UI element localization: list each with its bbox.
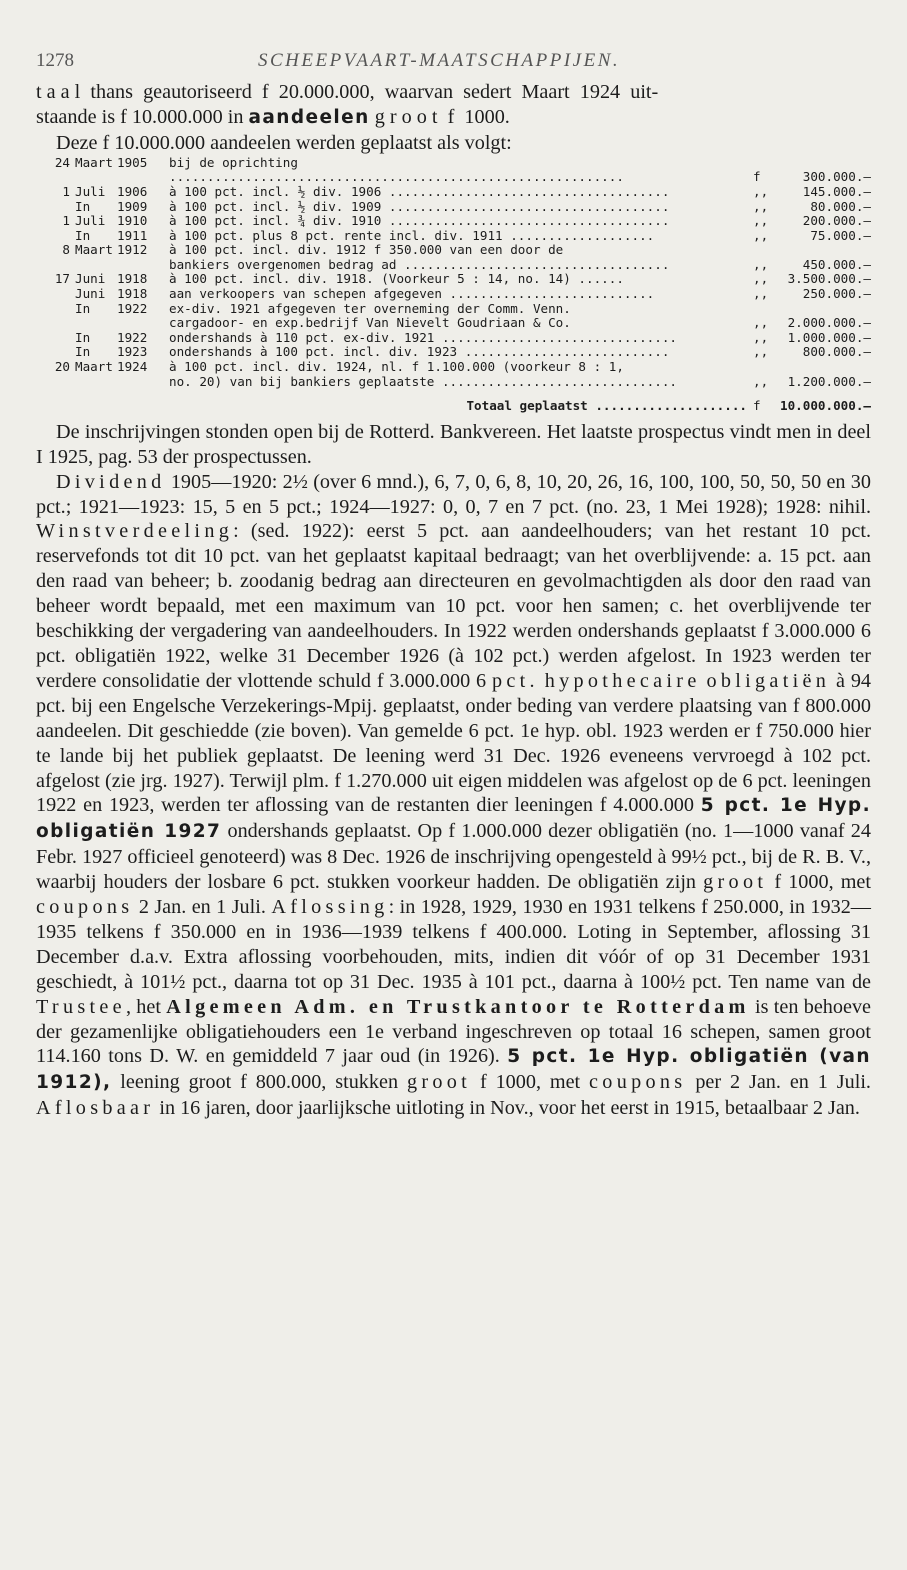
placement-amount: 1.000.000.– xyxy=(787,329,871,345)
intro xyxy=(36,80,871,156)
winstverdeeling-text: : (sed. 1922): eerst 5 pct. aan aandeelhouders; van het restant 10 pct. reservefonds tot dit 10 pct. van het geplaatst kapitaal bedraagt; van het overblijvende: a. 15 pct. aan den raad van beheer; b. zoodanig bedrag aan directeuren en gevolmachtigden als door den raad van beheer wordt bepaald, met een maximum van 10 pct. voor hen samen; c. het overblijvende ter beschikking der vergadering van aandeelhouders. In 1922 werden ondershands geplaatst f 3.000.000 6 pct. obligatiën 1922, welke 31 December 1926 (à 102 pct.) werden afgelost. In 1923 werden ter verdere consolidatie der vlottende schuld f 3.000.000 6 xyxy=(36,520,871,692)
placement-currency: ,, xyxy=(753,373,769,389)
placement-year: 1918 xyxy=(117,286,148,302)
placement-description-line: ondershands à 110 pct. ex-div. 1921 ............................... xyxy=(169,329,677,345)
placement-currency: ,, xyxy=(753,227,769,243)
placement-month: Maart xyxy=(75,359,113,375)
placement-description xyxy=(157,229,753,244)
placement-currency: f xyxy=(753,169,761,185)
loan-1912-text: leening groot f 800.000, stukken xyxy=(111,1071,407,1094)
placement-description xyxy=(157,214,753,229)
coupons-term: coupons xyxy=(36,896,134,919)
loan-1927-text-6: is ten behoeve der gezamenlijke obligatiehouders een 1e verband ingeschreven op totaal 16 schepen, samen groot 114.160 tons D. W. en gemiddeld 7 jaar oud (in 1926). xyxy=(36,995,871,1068)
consolidation-text: à 94 pct. bij een Engelsche Verzekerings-Mpij. geplaatst, onder beding van verdere plaatsing van f 800.000 aandeelen. Dit geschiedde (zie boven). Van gemelde 6 pct. 1e hyp. obl. 1923 werden er f 750.000 hier te lande bij het publiek geplaatst. De leening werd 31 Dec. 1926 eveneens vervroegd à 102 pct. afgelost (zie jrg. 1927). Terwijl plm. f 1.270.000 uit eigen middelen was afgelost op de 6 pct. leeningen 1922 en 1923, werden ter aflossing van de restanten dier leeningen f 4.000.000 xyxy=(36,669,872,817)
placement-description xyxy=(157,331,753,346)
placement-row xyxy=(36,345,871,360)
dividend-text: 1905—1920: 2½ (over 6 mnd.), 6, 7, 0, 6, 8, 10, 20, 26, 16, 100, 100, 50, 50, 50 en 30 pct.; 1921—1923: 15, 5 en 5 pct.; 1924—1927: 0, 0, 7 en 7 pct. (no. 23, 1 Mei 1928); 1928: nihil. xyxy=(36,470,871,518)
placement-month: Juli xyxy=(75,183,106,199)
placement-day: 24 xyxy=(54,154,70,170)
placement-amount: 800.000.– xyxy=(802,344,871,360)
placement-amount: 80.000.– xyxy=(810,198,871,214)
placement-description-line: à 100 pct. incl. ¾ div. 1910 ..................................... xyxy=(169,213,670,229)
intro-line-1: t a a l thans geautoriseerd f 20.000.000, waarvan sedert Maart 1924 uit- xyxy=(36,81,659,103)
placement-year: 1905 xyxy=(117,154,148,170)
winstverdeeling-term: Winstverdeeling xyxy=(36,520,234,543)
intro-text-groot: g r o o t f 1000. xyxy=(369,105,510,128)
placement-description-line: bij de oprichting ............................................................ xyxy=(169,154,624,185)
placement-day: 8 xyxy=(62,242,70,258)
placement-month: Juli xyxy=(75,213,106,229)
placement-amount: 200.000.– xyxy=(802,213,871,229)
placement-day: 20 xyxy=(54,359,70,375)
placement-amount: 2.000.000.– xyxy=(787,315,871,331)
placement-month: Juni xyxy=(75,271,106,287)
placement-row xyxy=(36,243,871,272)
groot-term: groot xyxy=(703,871,768,894)
placement-month: Juni xyxy=(75,286,106,302)
heading-5pct-1912: 5 pct. 1e Hyp. obligatiën (van 1912), xyxy=(36,1046,871,1094)
placement-description xyxy=(157,156,753,185)
placement-description-line: à 100 pct. incl. ½ div. 1909 ..................................... xyxy=(169,198,670,214)
placement-row xyxy=(36,185,871,200)
pct-term: pct. xyxy=(491,669,539,692)
placement-description xyxy=(157,185,753,200)
loan-1912-text-3: per 2 Jan. en 1 Juli. xyxy=(686,1071,871,1094)
placement-year: 1906 xyxy=(117,183,148,199)
placement-year: 1923 xyxy=(117,344,148,360)
placement-description-line: bankiers overgenomen bedrag ad ................................... xyxy=(169,256,670,272)
placement-amount: 250.000.– xyxy=(802,286,871,302)
page-content xyxy=(36,50,871,1121)
intro-line-3: Deze f 10.000.000 aandeelen werden geplaatst als volgt: xyxy=(56,131,512,154)
dividend-term: Dividend xyxy=(56,470,166,493)
paragraph-dividend xyxy=(36,470,871,1122)
placement-currency: ,, xyxy=(753,315,769,331)
placement-row xyxy=(36,272,871,287)
placement-currency: ,, xyxy=(753,198,769,214)
groot-term-2: groot xyxy=(406,1071,472,1094)
placement-amount: 450.000.– xyxy=(802,256,871,272)
placement-row xyxy=(36,200,871,215)
placement-year: 1911 xyxy=(117,227,148,243)
placement-currency: ,, xyxy=(753,183,769,199)
placement-month: In xyxy=(75,329,91,345)
placement-currency: ,, xyxy=(753,329,769,345)
placement-description xyxy=(157,272,753,287)
aflosbaar-term: Aflosbaar xyxy=(36,1097,155,1120)
placement-currency: ,, xyxy=(753,286,769,302)
placement-description-line: ondershands à 100 pct. incl. div. 1923 ........................... xyxy=(169,344,670,360)
placement-month: In xyxy=(75,227,91,243)
loan-1927-text-3: 2 Jan. en 1 Juli. xyxy=(133,896,272,919)
placement-description-line: à 100 pct. incl. div. 1924, nl. f 1.100.000 (voorkeur 8 : 1, xyxy=(169,359,624,375)
loan-1927-text-5: , het xyxy=(125,995,167,1018)
placement-description-line: à 100 pct. incl. div. 1918. (Voorkeur 5 : 14, no. 14) ...... xyxy=(169,271,624,287)
loan-1912-text-2: f 1000, met xyxy=(471,1071,590,1094)
placement-description xyxy=(157,287,753,302)
trustee-term: Trustee xyxy=(36,995,126,1018)
placement-row xyxy=(36,156,871,185)
placement-currency: ,, xyxy=(753,271,769,287)
placement-year: 1922 xyxy=(117,329,148,345)
placement-day: 1 xyxy=(62,213,70,229)
placement-description-line: no. 20) van bij bankiers geplaatste ............................... xyxy=(169,373,677,389)
intro-heading-aandeelen: aandeelen xyxy=(248,106,370,128)
loan-1912-text-4: in 16 jaren, door jaarlijksche uitloting in Nov., voor het eerst in 1915, betaalbaar 2 Jan. xyxy=(154,1097,860,1120)
placement-month: In xyxy=(75,344,91,360)
paragraph-prospectus: De inschrijvingen stonden open bij de Rotterd. Bankvereen. Het laatste prospectus vindt men in deel I 1925, pag. 53 der prospectussen. xyxy=(36,420,871,468)
running-title: SCHEEPVAART-MAATSCHAPPIJEN. xyxy=(258,50,621,71)
placement-description-line: cargadoor- en exp.bedrijf Van Nievelt Goudriaan & Co. xyxy=(169,315,571,331)
placement-currency: ,, xyxy=(753,344,769,360)
coupons-term-2: coupons xyxy=(589,1071,687,1094)
page-header xyxy=(36,50,871,80)
placement-year: 1922 xyxy=(117,300,148,316)
placement-description xyxy=(157,360,753,389)
placement-row xyxy=(36,360,871,389)
hypothecaire-term: hypothecaire xyxy=(544,669,701,692)
placements-table xyxy=(36,156,871,414)
placement-day: 17 xyxy=(54,271,70,287)
placement-description xyxy=(157,302,753,331)
placement-row xyxy=(36,229,871,244)
loan-1927-text: ondershands geplaatst. Op f 1.000.000 dezer obligatiën (no. 1—1000 vanaf 24 Febr. 1927 officieel genoteerd) was 8 Dec. 1926 de inschrijving opengesteld à 99½ pct., bij de R. B. V., waarbij houders der losbare 6 pct. stukken voorkeur hadden. De obligatiën zijn xyxy=(36,820,871,894)
intro-text: staande is f 10.000.000 in xyxy=(36,105,249,128)
placement-year: 1912 xyxy=(117,242,148,258)
total-row xyxy=(36,399,871,414)
total-amount: 10.000.000.– xyxy=(780,398,871,414)
placement-currency: ,, xyxy=(753,213,769,229)
obligatien-term: obligatiën xyxy=(706,669,831,692)
heading-5pct-1927: 5 pct. 1e Hyp. obligatiën 1927 xyxy=(36,795,872,843)
placement-year: 1909 xyxy=(117,198,148,214)
placement-description-line: à 100 pct. incl. ½ div. 1906 ..................................... xyxy=(169,183,670,199)
placement-description-line: à 100 pct. incl. div. 1912 f 350.000 van een door de xyxy=(169,242,564,258)
placement-day: 1 xyxy=(62,183,70,199)
placement-description-line: à 100 pct. plus 8 pct. rente incl. div. 1911 ................... xyxy=(169,227,655,243)
placement-description xyxy=(157,345,753,360)
placement-month: Maart xyxy=(75,154,113,170)
aflossing-term: Aflossing xyxy=(271,896,389,919)
total-currency: f xyxy=(753,398,761,414)
placement-month: In xyxy=(75,300,91,316)
placement-row xyxy=(36,331,871,346)
placement-amount: 145.000.– xyxy=(802,183,871,199)
placement-amount: 1.200.000.– xyxy=(787,373,871,389)
loan-1927-text-4: : in 1928, 1929, 1930 en 1931 telkens f 250.000, in 1932—1935 telkens f 350.000 en in 1936—1939 telkens f 400.000. Loting in September, aflossing 31 December d.a.v. Extra aflossing voorbehouden, mits, indien dit vóór of op 31 December 1931 geschiedt, à 101½ pct., daarna tot op 31 Dec. 1935 à 101 pct., daarna à 100½ pct. Ten name van de xyxy=(36,896,871,993)
trust-agency-name: Algemeen Adm. en Trustkantoor te Rotterdam xyxy=(166,995,750,1018)
placement-year: 1910 xyxy=(117,213,148,229)
placement-month: In xyxy=(75,198,91,214)
placement-currency: ,, xyxy=(753,256,769,272)
placement-amount: 300.000.– xyxy=(802,169,871,185)
placement-description xyxy=(157,200,753,215)
placement-month: Maart xyxy=(75,242,113,258)
placement-description-line: aan verkoopers van schepen afgegeven ........................... xyxy=(169,286,655,302)
loan-1927-text-2: f 1000, met xyxy=(767,871,871,894)
placement-row xyxy=(36,287,871,302)
body-text xyxy=(36,420,871,1121)
placement-row xyxy=(36,302,871,331)
intro-line-2 xyxy=(36,105,871,131)
total-label: Totaal geplaatst .................... xyxy=(466,398,747,414)
placement-amount: 3.500.000.– xyxy=(787,271,871,287)
placement-row xyxy=(36,214,871,229)
placement-year: 1918 xyxy=(117,271,148,287)
placement-amount: 75.000.– xyxy=(810,227,871,243)
placement-year: 1924 xyxy=(117,359,148,375)
placement-description xyxy=(157,243,753,272)
page-number: 1278 xyxy=(36,50,74,71)
placement-description-line: ex-div. 1921 afgegeven ter overneming der Comm. Venn. xyxy=(169,300,571,316)
